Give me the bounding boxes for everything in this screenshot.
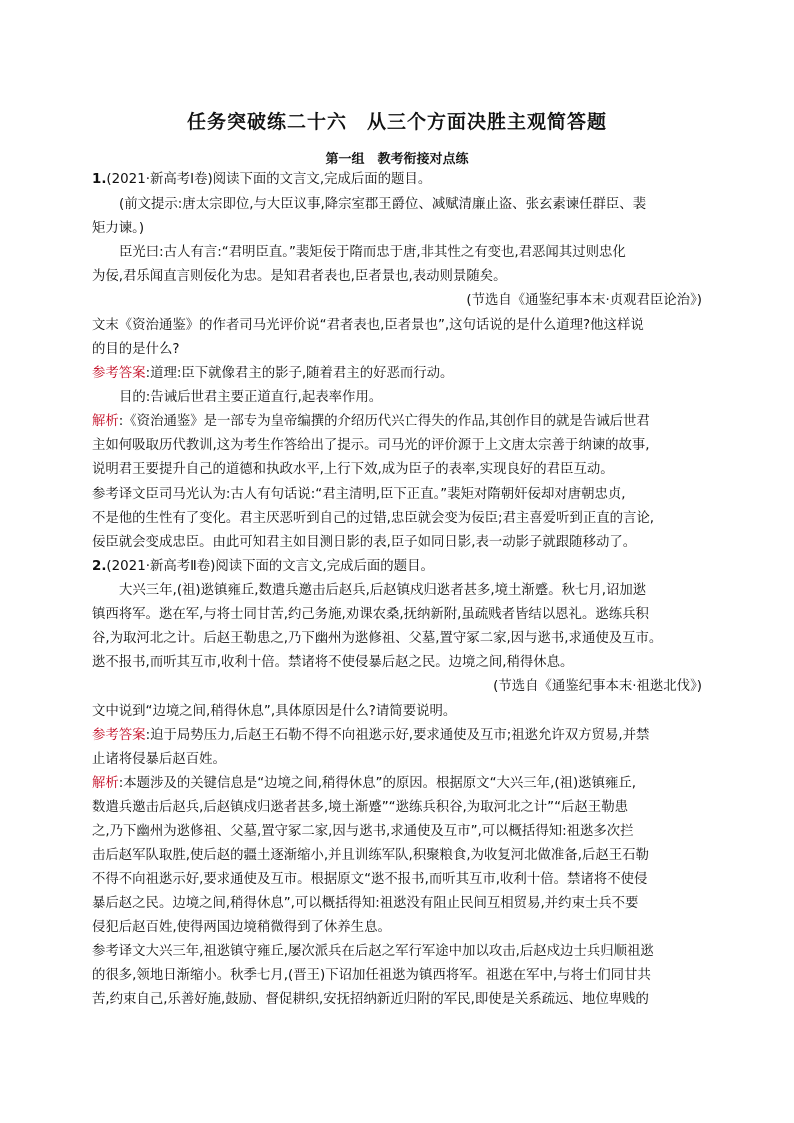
q2-analysis-label: 解析 bbox=[92, 776, 119, 791]
q1-analysis-line-3: 说明君王要提升自己的道德和执政水平,上行下效,成为臣子的表率,实现良好的君臣互动。 bbox=[92, 462, 614, 477]
q1-hint-line-2: 矩力谏。) bbox=[92, 221, 145, 236]
q1-question-line-1: 文末《资治通鉴》的作者司马光评价说“君者表也,臣者景也”,这句话说的是什么道理?他这样说 bbox=[92, 318, 644, 333]
q2-answer-text-1: :迫于局势压力,后赵王石勒不得不向祖逖示好,要求通使及互市;祖逖允许双方贸易,并禁 bbox=[145, 728, 650, 743]
q2-number: 2. bbox=[92, 559, 107, 574]
q1-analysis-line-2: 主如何吸取历代教训,这为考生作答给出了提示。司马光的评价源于上文唐太宗善于纳谏的故事, bbox=[92, 438, 650, 453]
q1-analysis-line-1 bbox=[92, 411, 650, 433]
q1-translation-line-2: 不是他的生性有了变化。君主厌恶听到自己的过错,忠臣就会变为佞臣;君主喜爱听到正直的言论, bbox=[92, 511, 655, 526]
q1-answer-line-2: 目的:告诫后世君主要正道直行,起表率作用。 bbox=[119, 390, 383, 405]
q1-question-line-2: 的目的是什么? bbox=[92, 342, 180, 357]
q2-analysis-line-7: 侵犯后赵百姓,使得两国边境稍微得到了休养生息。 bbox=[92, 920, 391, 935]
q1-header: (2021·新高考Ⅰ卷)阅读下面的文言文,完成后面的题目。 bbox=[106, 172, 432, 187]
q2-analysis-line-3: 之,乃下幽州为逖修祖、父墓,置守冢二家,因与逖书,求通使及互市”,可以概括得知:祖逖多次拦 bbox=[92, 824, 634, 839]
q2-translation-line-1: 参考译文大兴三年,祖逖镇守雍丘,屡次派兵在后赵之军行军途中加以攻击,后赵戍边士兵归顺祖逖 bbox=[92, 944, 654, 959]
section-subtitle: 第一组 教考衔接对点练 bbox=[325, 152, 469, 167]
q1-hint-line-1: (前文提示:唐太宗即位,与大臣议事,降宗室郡王爵位、减赋清廉止盗、张玄素谏任群臣、裴 bbox=[119, 197, 647, 212]
q2-analysis-line-1 bbox=[92, 773, 636, 795]
q2-question-line-1: 文中说到“边境之间,稍得休息”,具体原因是什么?请简要说明。 bbox=[92, 704, 457, 719]
q2-analysis-line-5: 不得不向祖逖示好,要求通使及互市。根据原文“逖不报书,而听其互市,收利十倍。禁诸将不使侵 bbox=[92, 872, 648, 887]
q1-text-line-1: 臣光曰:古人有言:“君明臣直。”裴矩佞于隋而忠于唐,非其性之有变也,君恶闻其过则忠化 bbox=[119, 245, 626, 260]
q2-answer-line-1 bbox=[92, 725, 649, 747]
q2-text-line-3: 谷,为取河北之计。后赵王勒患之,乃下幽州为逖修祖、父墓,置守冢二家,因与逖书,求通使及互市。 bbox=[92, 631, 663, 646]
q2-analysis-line-6: 暴后赵之民。边境之间,稍得休息”,可以概括得知:祖逖没有阻止民间互相贸易,并约束士兵不要 bbox=[92, 896, 639, 911]
q2-source: (节选自《通鉴纪事本末·祖逖北伐》) bbox=[493, 679, 702, 694]
q2-header: (2021·新高考Ⅱ卷)阅读下面的文言文,完成后面的题目。 bbox=[106, 559, 434, 574]
q2-answer-line-2: 止诸将侵暴后赵百姓。 bbox=[92, 752, 226, 767]
q1-analysis-text-1: :《资治通鉴》是一部专为皇帝编撰的介绍历代兴亡得失的作品,其创作目的就是告诫后世君 bbox=[118, 414, 650, 429]
q2-answer-label: 参考答案 bbox=[92, 728, 146, 743]
q2-text-line-2: 镇西将军。逖在军,与将士同甘苦,约己务施,劝课农桑,抚纳新附,虽疏贱者皆结以恩礼。逖练兵积 bbox=[92, 607, 649, 622]
q2-text-line-1: 大兴三年,(祖)逖镇雍丘,数遣兵邀击后赵兵,后赵镇戍归逖者甚多,境土渐蹙。秋七月,诏加逖 bbox=[119, 583, 647, 598]
q2-header-line bbox=[92, 556, 434, 578]
q1-analysis-label: 解析 bbox=[92, 414, 119, 429]
q1-source: (节选自《通鉴纪事本末·贞观君臣论治》) bbox=[466, 293, 702, 308]
q1-translation-line-1: 参考译文臣司马光认为:古人有句话说:“君主清明,臣下正直。”裴矩对隋朝奸佞却对唐朝忠贞, bbox=[92, 487, 626, 502]
q2-translation-line-2: 的很多,领地日渐缩小。秋季七月,(晋王)下诏加任祖逖为镇西将军。祖逖在军中,与将士们同甘共 bbox=[92, 968, 651, 983]
q1-answer-line-1 bbox=[92, 363, 453, 385]
q2-translation-line-3: 苦,约束自己,乐善好施,鼓励、督促耕织,安抚招纳新近归附的军民,即使是关系疏远、地位卑贱的 bbox=[92, 992, 649, 1007]
q1-translation-line-3: 佞臣就会变成忠臣。由此可知君主如目测日影的表,臣子如同日影,表一动影子就跟随移动了。 bbox=[92, 535, 637, 550]
q2-analysis-text-1: :本题涉及的关键信息是“边境之间,稍得休息”的原因。根据原文“大兴三年,(祖)逖镇雍丘, bbox=[118, 776, 636, 791]
q1-answer-text-1: :道理:臣下就像君主的影子,随着君主的好恶而行动。 bbox=[145, 366, 454, 381]
q1-text-line-2: 为佞,君乐闻直言则佞化为忠。是知君者表也,臣者景也,表动则景随矣。 bbox=[92, 269, 507, 284]
page-title: 任务突破练二十六 从三个方面决胜主观简答题 bbox=[186, 111, 607, 133]
q2-analysis-line-2: 数遣兵邀击后赵兵,后赵镇戍归逖者甚多,境土渐蹙”“逖练兵积谷,为取河北之计”“后赵王勒患 bbox=[92, 800, 628, 815]
q2-analysis-line-4: 击后赵军队取胜,使后赵的疆土逐渐缩小,并且训练军队,积聚粮食,为收复河北做准备,后赵王石勒 bbox=[92, 848, 649, 863]
q1-header-line bbox=[92, 169, 431, 191]
q1-number: 1. bbox=[92, 172, 107, 187]
q2-text-line-4: 逖不报书,而听其互市,收利十倍。禁诸将不使侵暴后赵之民。边境之间,稍得休息。 bbox=[92, 655, 574, 670]
q1-answer-label: 参考答案 bbox=[92, 366, 146, 381]
